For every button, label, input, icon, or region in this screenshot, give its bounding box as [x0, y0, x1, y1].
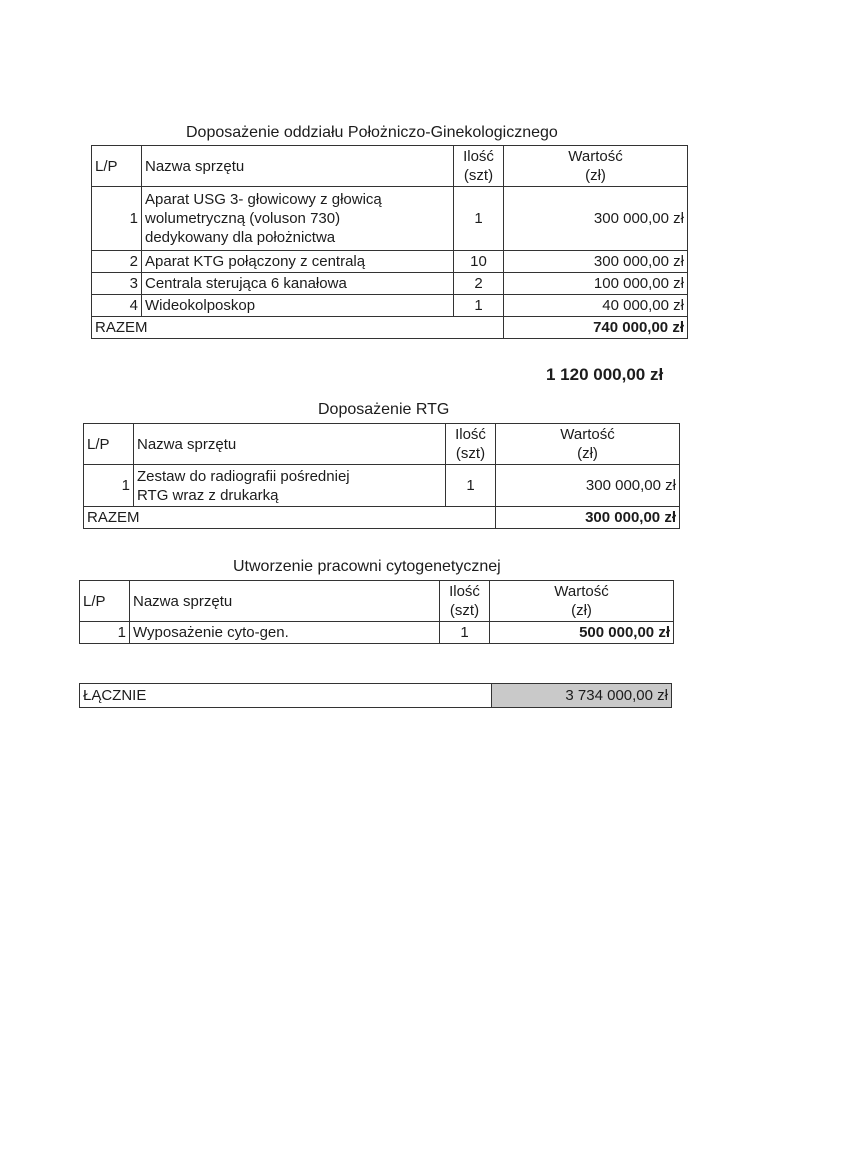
- row-name-line2: RTG wraz z drukarką: [137, 486, 279, 504]
- header-lp: L/P: [84, 424, 134, 465]
- row-qty: 1: [446, 465, 496, 507]
- row-qty: 1: [440, 622, 490, 644]
- standalone-total: 1 120 000,00 zł: [546, 365, 664, 384]
- row-lp: 3: [92, 273, 142, 295]
- grand-total-value: 3 734 000,00 zł: [492, 684, 672, 708]
- grand-total-label: ŁĄCZNIE: [80, 684, 492, 708]
- table-header-row: [84, 424, 680, 465]
- header-lp: L/P: [80, 581, 130, 622]
- header-value: [504, 146, 688, 187]
- header-value: [496, 424, 680, 465]
- total-label: RAZEM: [84, 507, 496, 529]
- row-lp: 2: [92, 251, 142, 273]
- grand-total-row: [80, 684, 672, 708]
- row-name: Centrala sterująca 6 kanałowa: [142, 273, 454, 295]
- total-label: RAZEM: [92, 317, 504, 339]
- total-value: 300 000,00 zł: [496, 507, 680, 529]
- row-qty: 10: [454, 251, 504, 273]
- header-value-line1: Wartość: [560, 426, 615, 443]
- row-qty: 1: [454, 295, 504, 317]
- grand-total-table: [79, 683, 672, 708]
- header-name: Nazwa sprzętu: [134, 424, 446, 465]
- header-qty: [454, 146, 504, 187]
- table-header-row: [92, 146, 688, 187]
- header-qty-line2: (szt): [463, 167, 494, 184]
- row-name: Wyposażenie cyto-gen.: [130, 622, 440, 644]
- table-total-row: [84, 507, 680, 529]
- header-name: Nazwa sprzętu: [130, 581, 440, 622]
- row-value: 40 000,00 zł: [504, 295, 688, 317]
- row-qty: 2: [454, 273, 504, 295]
- row-value: 100 000,00 zł: [504, 273, 688, 295]
- header-qty-line1: Ilość: [463, 148, 494, 165]
- row-name: [134, 465, 446, 507]
- row-lp: 1: [92, 187, 142, 251]
- row-lp: 1: [84, 465, 134, 507]
- section-2-table: [83, 423, 680, 529]
- row-value: 300 000,00 zł: [504, 187, 688, 251]
- row-name-line1: Zestaw do radiografii pośredniej: [137, 467, 350, 485]
- header-qty-line2: (szt): [449, 602, 480, 619]
- total-value: 740 000,00 zł: [504, 317, 688, 339]
- header-qty-line1: Ilość: [455, 426, 486, 443]
- header-value-line1: Wartość: [554, 583, 609, 600]
- section-2-title: Doposażenie RTG: [318, 401, 450, 418]
- row-name-line1: Aparat USG 3- głowicowy z głowicą: [145, 191, 382, 208]
- header-qty-line1: Ilość: [449, 583, 480, 600]
- section-3-title: Utworzenie pracowni cytogenetycznej: [233, 558, 501, 575]
- row-name-line3: dedykowany dla położnictwa: [145, 229, 336, 246]
- header-value: [490, 581, 674, 622]
- row-lp: 4: [92, 295, 142, 317]
- table-row: [92, 295, 688, 317]
- header-qty-line2: (szt): [455, 445, 486, 462]
- section-1-table: [91, 145, 688, 339]
- row-qty: 1: [454, 187, 504, 251]
- row-name: Aparat KTG połączony z centralą: [142, 251, 454, 273]
- table-row: [92, 187, 688, 251]
- header-value-line1: Wartość: [568, 148, 623, 165]
- table-row: [92, 251, 688, 273]
- table-header-row: [80, 581, 674, 622]
- section-3-table: [79, 580, 674, 644]
- row-name: [142, 187, 454, 251]
- header-value-line2: (zł): [585, 167, 606, 184]
- section-1-title: Doposażenie oddziału Położniczo-Ginekologicznego: [186, 124, 558, 141]
- header-value-line2: (zł): [571, 602, 592, 619]
- row-value: 300 000,00 zł: [504, 251, 688, 273]
- header-lp: L/P: [92, 146, 142, 187]
- table-row: [80, 622, 674, 644]
- table-total-row: [92, 317, 688, 339]
- header-qty: [440, 581, 490, 622]
- row-name-line2: wolumetryczną (voluson 730): [145, 210, 341, 227]
- table-row: [84, 465, 680, 507]
- header-value-line2: (zł): [577, 445, 598, 462]
- table-row: [92, 273, 688, 295]
- header-name: Nazwa sprzętu: [142, 146, 454, 187]
- row-lp: 1: [80, 622, 130, 644]
- row-value: 500 000,00 zł: [490, 622, 674, 644]
- row-value: 300 000,00 zł: [496, 465, 680, 507]
- header-qty: [446, 424, 496, 465]
- row-name: Wideokolposkop: [142, 295, 454, 317]
